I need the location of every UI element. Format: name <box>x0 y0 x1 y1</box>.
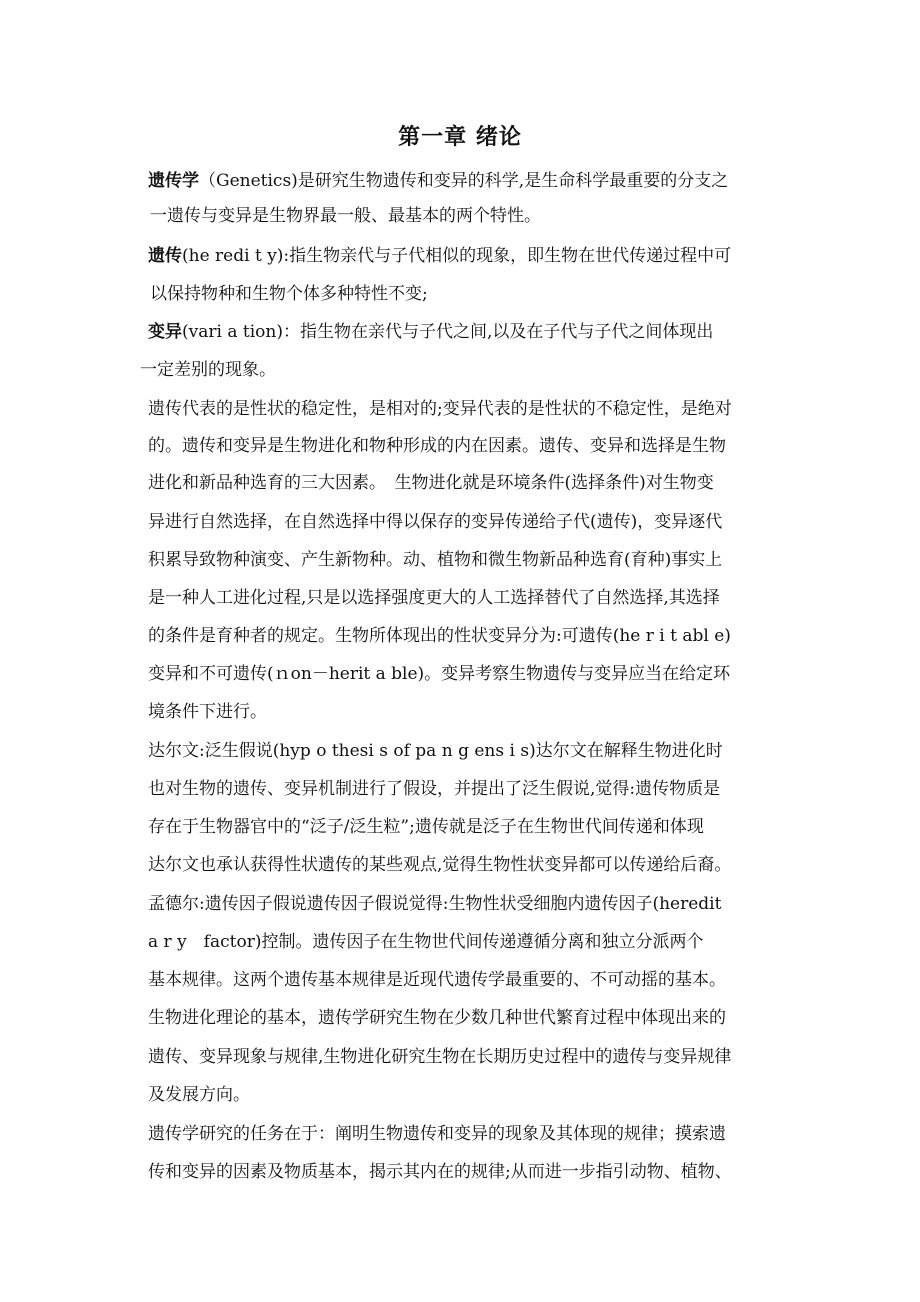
text-line <box>148 969 726 991</box>
line-text: 达尔文也承认获得性状遗传的某些观点,觉得生物性状变异都可以传递给后裔。 <box>148 855 732 875</box>
text-line <box>148 701 267 723</box>
line-text: (he redi t y):指生物亲代与子代相似的现象，即生物在世代传递过程中可 <box>182 246 732 266</box>
line-text: 积累导致物种演变、产生新物种。动、植物和微生物新品种选育(育种)事实上 <box>148 550 723 570</box>
line-text: 的条件是育种者的规定。生物所体现出的性状变异分为:可遗传(he r i t abl e) <box>148 626 731 646</box>
text-line <box>148 170 728 192</box>
text-line <box>148 893 721 915</box>
text-line <box>148 1046 731 1068</box>
line-text: 及发展方向。 <box>148 1085 250 1105</box>
line-text: 一定差别的现象。 <box>140 360 276 380</box>
line-text: 进化和新品种选育的三大因素。 生物进化就是环境条件(选择条件)对生物变 <box>148 473 714 493</box>
text-line <box>148 1161 732 1183</box>
line-text: 是一种人工进化过程,只是以选择强度更大的人工选择替代了自然选择,其选择 <box>148 588 720 608</box>
line-text: (vari a tion)：指生物在亲代与子代之间,以及在子代与子代之间体现出 <box>182 322 714 342</box>
text-line <box>148 854 731 876</box>
line-text: 存在于生物器官中的“泛子/泛生粒”;遗传就是泛子在生物世代间传递和体现 <box>148 817 704 837</box>
text-line <box>150 205 541 227</box>
text-line <box>148 587 720 609</box>
line-text: （Genetics)是研究生物遗传和变异的科学,是生命科学最重要的分支之 <box>199 171 729 191</box>
text-line <box>148 1084 250 1106</box>
text-line <box>148 321 713 343</box>
text-line <box>148 625 731 647</box>
term-variation: 变异 <box>148 322 182 342</box>
line-text: 的。遗传和变异是生物进化和物种形成的内在因素。遗传、变异和选择是生物 <box>148 436 726 456</box>
text-line <box>148 472 714 494</box>
line-text: 境条件下进行。 <box>148 702 267 722</box>
text-line <box>150 283 428 305</box>
text-line <box>148 511 722 533</box>
text-line <box>148 931 703 953</box>
text-line <box>148 398 732 420</box>
text-line <box>148 663 730 685</box>
text-line <box>140 359 276 381</box>
line-text: 生物进化理论的基本，遗传学研究生物在少数几种世代繁育过程中体现出来的 <box>148 1008 726 1028</box>
line-text: 孟德尔:遗传因子假说遗传因子假说觉得:生物性状受细胞内遗传因子(heredit <box>148 894 722 914</box>
line-text: 一遗传与变异是生物界最一般、最基本的两个特性。 <box>150 206 541 226</box>
line-text: 遗传、变异现象与规律,生物进化研究生物在长期历史过程中的遗传与变异规律 <box>148 1047 732 1067</box>
line-text: 以保持物种和生物个体多种特性不变; <box>150 284 428 304</box>
line-text: a r y factor)控制。遗传因子在生物世代间传递遵循分离和独立分派两个 <box>148 932 704 952</box>
line-text: 也对生物的遗传、变异机制进行了假设，并提出了泛生假说,觉得:遗传物质是 <box>148 779 721 799</box>
line-text: 传和变异的因素及物质基本，揭示其内在的规律;从而进一步指引动物、植物、 <box>148 1162 732 1182</box>
text-line <box>148 740 723 762</box>
text-line <box>148 778 720 800</box>
text-line <box>148 245 731 267</box>
text-line <box>148 1123 726 1145</box>
text-line <box>148 816 704 838</box>
line-text: 变异和不可遗传(ｎon－herit a ble)。变异考察生物遗传与变异应当在给定环 <box>148 664 731 684</box>
text-line <box>148 1007 726 1029</box>
line-text: 达尔文:泛生假说(hyp o thesi s of pa n g ens i s)达尔文在解释生物进化时 <box>148 741 723 761</box>
term-heredity: 遗传 <box>148 246 182 266</box>
page-title: 第一章 绪论 <box>398 124 522 150</box>
line-text: 遗传学研究的任务在于：阐明生物遗传和变异的现象及其体现的规律；摸索遗 <box>148 1124 726 1144</box>
line-text: 异进行自然选择，在自然选择中得以保存的变异传递给子代(遗传)，变异逐代 <box>148 512 723 532</box>
text-line <box>148 549 722 571</box>
line-text: 遗传代表的是性状的稳定性，是相对的;变异代表的是性状的不稳定性，是绝对 <box>148 399 732 419</box>
line-text: 基本规律。这两个遗传基本规律是近现代遗传学最重要的、不可动摇的基本。 <box>148 970 726 990</box>
text-line <box>148 435 726 457</box>
term-genetics: 遗传学 <box>148 171 199 191</box>
